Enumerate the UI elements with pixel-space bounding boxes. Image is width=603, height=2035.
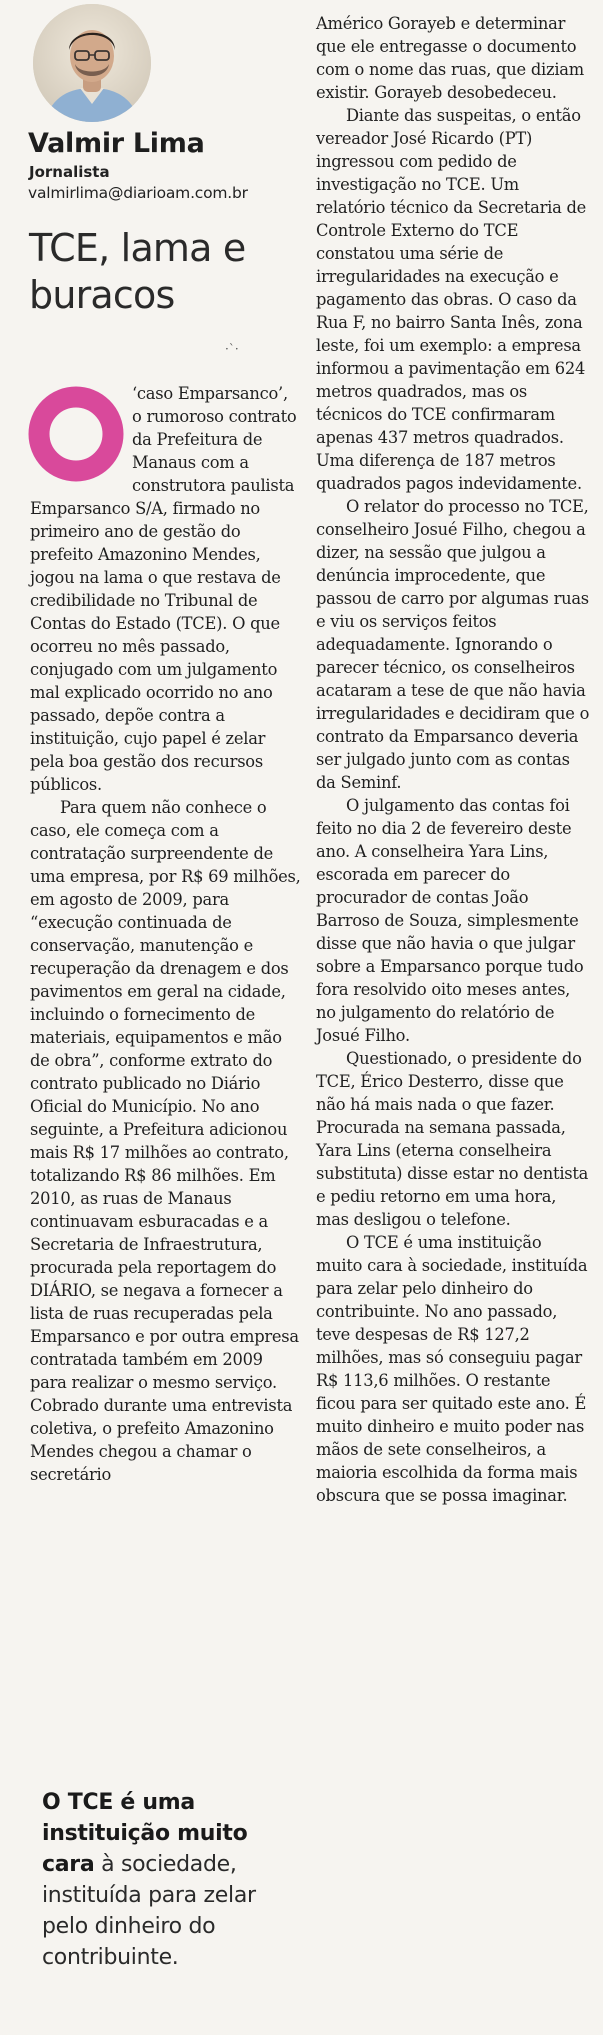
print-speck-icon: ·`· — [225, 342, 239, 356]
article-column-1 — [30, 382, 302, 1486]
drop-cap-letter — [28, 386, 29, 387]
author-email[interactable]: valmirlima@diarioam.com.br — [28, 184, 248, 202]
headline: TCE, lama e buracos — [29, 226, 246, 317]
drop-cap — [28, 386, 124, 482]
author-role: Jornalista — [29, 163, 110, 181]
paragraph: ‘caso Emparsanco’, o rumoroso contrato da Prefeitura de Manaus com a construtora paulista Emparsanco S/A, firmado no primeiro ano de gestão do prefeito Amazonino Mendes, jogou na lama o que restava de credibilidade no Tribunal de Contas do Estado (TCE). O que ocorreu no mês passado, conjugado com um julgamento mal explicado ocorrido no ano passado, depõe contra a instituição, cujo papel é zelar pela boa gestão dos recursos públicos. — [30, 384, 297, 794]
paragraph: Diante das suspeitas, o então vereador José Ricardo (PT) ingressou com pedido de investigação no TCE. Um relatório técnico da Secretaria de Controle Externo do TCE constatou uma série de irregularidades na execução e pagamento das obras. O caso da Rua F, no bairro Santa Inês, zona leste, foi um exemplo: a empresa informou a pavimentação em 624 metros quadrados, mas os técnicos do TCE confirmaram apenas 437 metros quadrados. Uma diferença de 187 metros quadrados pagos indevidamente. — [316, 106, 587, 493]
paragraph: Para quem não conhece o caso, ele começa com a contratação surpreendente de uma empresa, por R$ 69 milhões, em agosto de 2009, para “execução continuada de conservação, manutenção e recuperação da drenagem e dos pavimentos em geral na cidade, incluindo o fornecimento de materiais, equipamentos e mão de obra”, conforme extrato do contrato publicado no Diário Oficial do Município. No ano seguinte, a Prefeitura adicionou mais R$ 17 milhões ao contrato, totalizando R$ 86 milhões. Em 2010, as ruas de Manaus continuavam esburacadas e a Secretaria de Infraestrutura, procurada pela reportagem do DIÁRIO, se negava a fornecer a lista de ruas recuperadas pela Emparsanco e por outra empresa contratada também em 2009 para realizar o mesmo serviço. Cobrado durante uma entrevista coletiva, o prefeito Amazonino Mendes chegou a chamar o secretário — [30, 798, 301, 1484]
paragraph: O TCE é uma instituição muito cara à sociedade, instituída para zelar pelo dinheiro do contribuinte. No ano passado, teve despesas de R$ 127,2 milhões, mas só conseguiu pagar R$ 113,6 milhões. O restante ficou para ser quitado este ano. É muito dinheiro e muito poder nas mãos de sete conselheiros, a maioria escolhida da forma mais obscura que se possa imaginar. — [316, 1233, 588, 1505]
article-column-2 — [316, 12, 592, 1507]
pull-quote-text: à sociedade, instituída para zelar pelo dinheiro do contribuinte. — [42, 1852, 256, 1970]
author-name: Valmir Lima — [28, 128, 205, 159]
paragraph: Questionado, o presidente do TCE, Érico Desterro, disse que não há mais nada o que fazer. Procurada na semana passada, Yara Lins (eterna conselheira substituta) disse estar no dentista e pediu retorno em uma hora, mas desligou o telefone. — [316, 1049, 589, 1229]
pull-quote-emphasis: O TCE é uma instituição muito cara — [42, 1790, 248, 1877]
paragraph: O relator do processo no TCE, conselheiro Josué Filho, chegou a dizer, na sessão que julgou a denúncia improcedente, que passou de carro por algumas ruas e viu os serviços feitos adequadamente. Ignorando o parecer técnico, os conselheiros acataram a tese de que não havia irregularidades e decidiram que o contrato da Emparsanco deveria ser julgado junto com as contas da Seminf. — [316, 497, 590, 792]
author-portrait-icon — [33, 4, 151, 122]
author-photo — [33, 4, 151, 122]
pull-quote — [42, 1787, 302, 1973]
paragraph: Américo Gorayeb e determinar que ele entregasse o documento com o nome das ruas, que diziam existir. Gorayeb desobedeceu. — [316, 14, 584, 102]
paragraph: O julgamento das contas foi feito no dia 2 de fevereiro deste ano. A conselheira Yara Lins, escorada em parecer do procurador de contas João Barroso de Souza, simplesmente disse que não havia o que julgar sobre a Emparsanco porque tudo fora resolvido oito meses antes, no julgamento do relatório de Josué Filho. — [316, 796, 584, 1045]
drop-cap-o-icon — [28, 386, 124, 482]
